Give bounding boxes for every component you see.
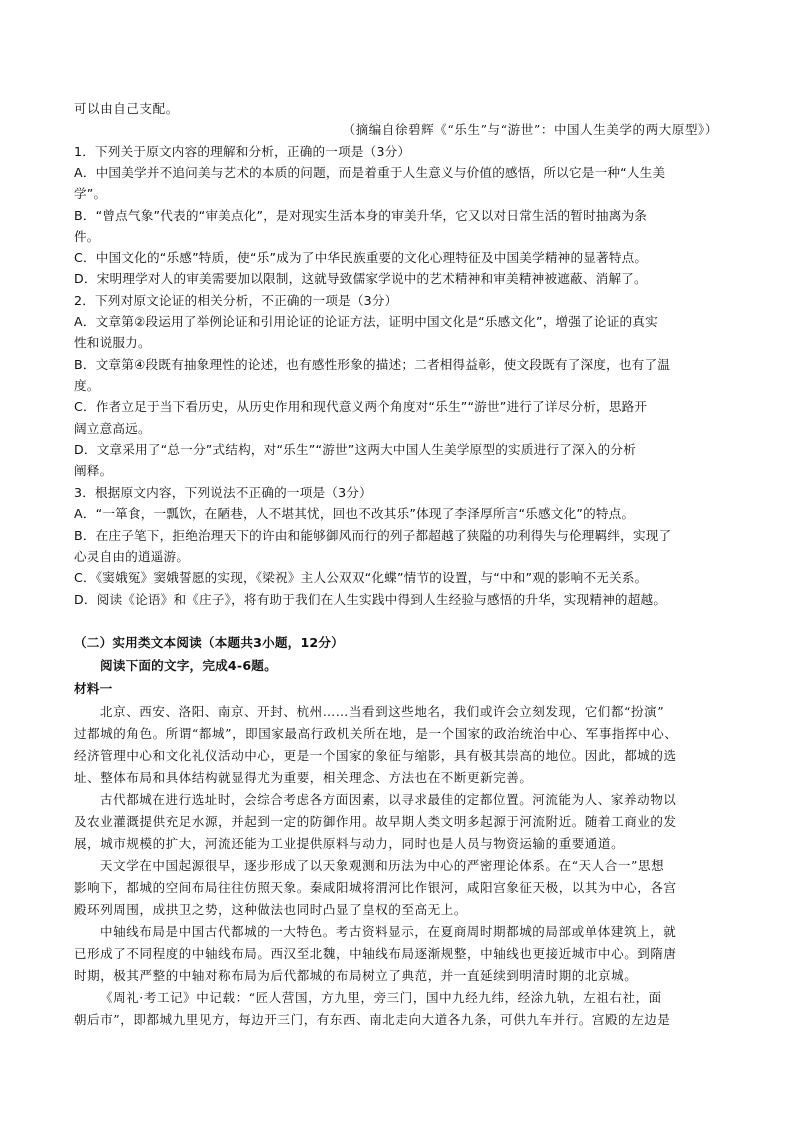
question-1-option-d: D．宋明理学对人的审美需要加以限制，这就导致儒家学说中的艺术精神和审美精神被遮蔽、消解了。 bbox=[74, 271, 647, 286]
continuation-text: 可以由自己支配。 bbox=[74, 101, 179, 116]
material-line: 过都城的角色。所谓“都城”，即国家最高行政机关所在地，是一个国家的政治统治中心、军事指挥中心、 bbox=[74, 726, 678, 741]
material-line: 影响下，都城的空间布局往往仿照天象。秦咸阳城将渭河比作银河，咸阳宫象征天极，以其为中心，各宫 bbox=[74, 880, 677, 895]
reading-instruction: 阅读下面的文字，完成4-6题。 bbox=[100, 658, 277, 673]
material-line: 中轴线布局是中国古代都城的一大特色。考古资料显示，在夏商周时期都城的局部或单体建筑上，就 bbox=[100, 924, 677, 939]
material-line: 时期，极其严整的中轴对称布局为后代都城的布局树立了典范，并一直延续到明清时期的北京城。 bbox=[74, 968, 638, 983]
question-3-option-b-cont: 心灵自由的逍遥游。 bbox=[74, 549, 190, 564]
citation: （摘编自徐碧辉《“乐生”与“游世”：中国人生美学的两大原型》） bbox=[342, 122, 718, 137]
question-2-stem: 2．下列对原文论证的相关分析，不正确的一项是（3分） bbox=[74, 293, 398, 308]
material-line: 古代都城在进行选址时，会综合考虑各方面因素，以寻求最佳的定都位置。河流能为人、家养动物以 bbox=[100, 792, 677, 807]
question-1-option-a-cont: 学”。 bbox=[74, 186, 107, 201]
material-title: 材料一 bbox=[74, 681, 113, 696]
question-3-option-c: C．《窦娥冤》窦娥誓愿的实现，《梁祝》主人公双双“化蝶”情节的设置，与“中和”观的影响不无关系。 bbox=[74, 570, 648, 585]
material-line: 经济管理中心和文化礼仪活动中心，更是一个国家的象征与缩影，具有极其崇高的地位。因此，都城的选 bbox=[74, 748, 677, 763]
question-2-option-d: D．文章采用了“总一分”式结构，对“乐生”“游世”这两大中国人生美学原型的实质进行了深入的分析 bbox=[74, 442, 636, 457]
material-line: 殿环列周围，成拱卫之势，这种做法也同时凸显了皇权的至高无上。 bbox=[74, 902, 468, 917]
question-2-option-d-cont: 阐释。 bbox=[74, 463, 113, 478]
material-line: 北京、西安、洛阳、南京、开封、杭州……当看到这些地名，我们或许会立刻发现，它们都“扮演” bbox=[100, 704, 665, 719]
material-line: 址、整体布局和具体结构就显得尤为重要，相关理念、方法也在不断更新完善。 bbox=[74, 770, 533, 785]
section-heading: （二）实用类文本阅读（本题共3小题，12分） bbox=[74, 635, 344, 650]
question-1-option-c: C．中国文化的“乐感”特质，使“乐”成为了中华民族重要的文化心理特征及中国美学精神的显著特点。 bbox=[74, 250, 648, 265]
question-2-option-b-cont: 度。 bbox=[74, 378, 100, 393]
question-3-stem: 3．根据原文内容，下列说法不正确的一项是（3分） bbox=[74, 485, 372, 500]
question-2-option-c-cont: 阔立意高远。 bbox=[74, 421, 151, 436]
question-2-option-b: B．文章第④段既有抽象理性的论述，也有感性形象的描述；二者相得益彰，使文段既有了深度，也有了温 bbox=[74, 357, 671, 372]
question-2-option-a-cont: 性和说服力。 bbox=[74, 335, 151, 350]
material-line: 《周礼·考工记》中记载：“匠人营国，方九里，旁三门，国中九经九纬，经涂九轨，左祖右社，面 bbox=[100, 990, 662, 1005]
question-1-option-b-cont: 件。 bbox=[74, 229, 100, 244]
material-line: 展，城市规模的扩大，河流还能为工业提供原料与动力，同时也是人员与物资运输的重要通道。 bbox=[74, 836, 625, 851]
question-3-option-a: A．“一箪食，一瓢饮，在陋巷，人不堪其忧，回也不改其乐”体现了李泽厚所言“乐感文化”的特点。 bbox=[74, 506, 635, 521]
material-line: 天文学在中国起源很早，逐步形成了以天象观测和历法为中心的严密理论体系。在“天人合一”思想 bbox=[100, 858, 665, 873]
question-2-option-c: C．作者立足于当下看历史，从历史作用和现代意义两个角度对“乐生”“游世”进行了详尽分析，思路开 bbox=[74, 399, 648, 414]
question-1-stem: 1．下列关于原文内容的理解和分析，正确的一项是（3分） bbox=[74, 144, 411, 159]
material-line: 朝后市”，即都城九里见方，每边开三门，有东西、南北走向大道各九条，可供九车并行。宫殿的左边是 bbox=[74, 1012, 671, 1027]
question-1-option-a: A．中国美学并不追问美与艺术的本质的问题，而是着重于人生意义与价值的感悟，所以它是一种“人生美 bbox=[74, 165, 666, 180]
question-1-option-b: B．“曾点气象”代表的“审美点化”，是对现实生活本身的审美升华，它又以对日常生活的暂时抽离为条 bbox=[74, 208, 648, 223]
question-3-option-d: D．阅读《论语》和《庄子》，将有助于我们在人生实践中得到人生经验与感悟的升华，实现精神的超越。 bbox=[74, 592, 667, 607]
question-3-option-b: B．在庄子笔下，拒绝治理天下的许由和能够御风而行的列子都超越了狭隘的功利得失与伦理羁绊，实现了 bbox=[74, 528, 672, 543]
material-line: 及农业灌溉提供充足水源，并起到一定的防御作用。故早期人类文明多起源于河流附近。随着工商业的发 bbox=[74, 814, 677, 829]
question-2-option-a: A．文章第②段运用了举例论证和引用论证的论证方法，证明中国文化是“乐感文化”，增强了论证的真实 bbox=[74, 314, 658, 329]
material-line: 已形成了不同程度的中轴线布局。西汉至北魏，中轴线布局逐渐规整，中轴线也更接近城市中心。到隋唐 bbox=[74, 946, 677, 961]
